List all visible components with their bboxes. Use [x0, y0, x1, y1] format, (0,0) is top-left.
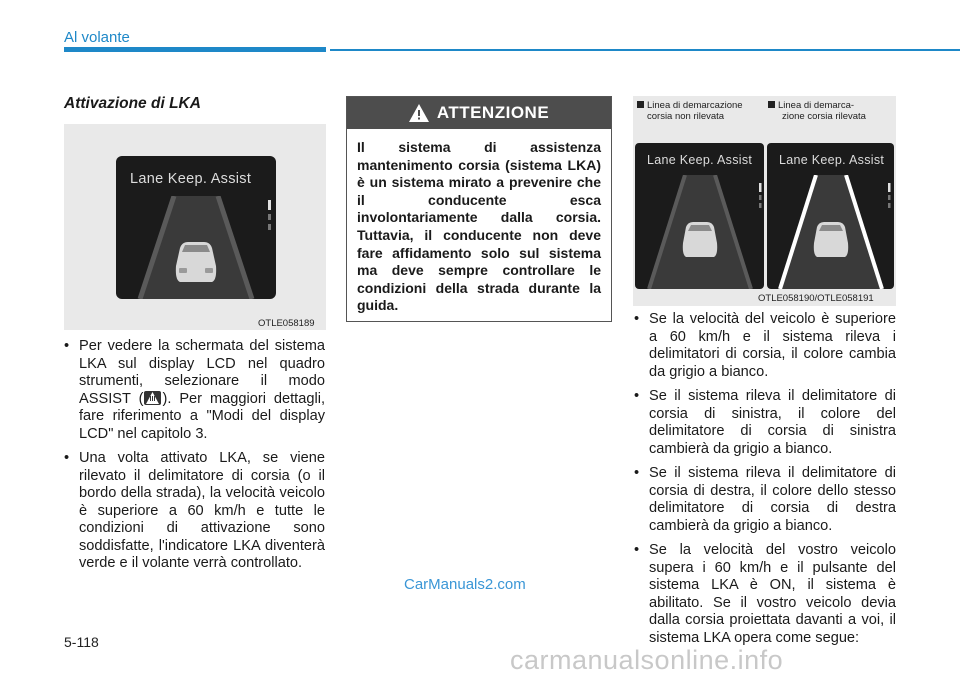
bullet-dot: •	[64, 338, 70, 354]
watermark-carmanuals[interactable]: CarManuals2.com	[404, 576, 526, 593]
list-item: • Per vedere la schermata del sistema LKA sul display LCD nel quadro strumenti, selezionare il modo ASSIST ( ). Per maggiori dettagli, fare riferimento a "Modi del display LCD" nel capitolo 3.	[64, 338, 325, 442]
bullet-dot: •	[64, 450, 70, 466]
lcd-screen-title: Lane Keep. Assist	[779, 153, 885, 167]
car-icon	[683, 222, 717, 257]
legend-detected: Linea di demarca- zione corsia rilevata	[768, 100, 866, 122]
right-bullet-list	[634, 311, 896, 654]
bullet-dot: •	[634, 542, 640, 558]
lane-road-graphic	[116, 196, 276, 299]
warning-text: Il sistema di assistenza mantenimento corsia (sistema LKA) è un sistema mirato a prevenire che il conducente esca involontariamente dalla corsia. Tuttavia, il conducente non deve fare affidamento solo sul sistema ma deve sempre controllare le condizioni della strada durante la guida.	[357, 139, 601, 314]
legend-not-detected: Linea di demarcazione corsia non rilevata	[637, 100, 743, 122]
watermark-carmanualsonline[interactable]: carmanualsonline.info	[510, 645, 784, 675]
lane-road-graphic	[767, 175, 894, 289]
header-rule	[330, 49, 960, 51]
lcd-screen	[116, 156, 276, 299]
lcd-screen-title: Lane Keep. Assist	[647, 153, 753, 167]
list-item: • Se il sistema rileva il delimitatore di corsia di sinistra, il colore del delimitatore di corsia di sinistra cambierà da grigio a bianco.	[634, 388, 896, 457]
figure-caption-right: OTLE058190/OTLE058191	[758, 293, 874, 304]
lcd-screen-not-detected	[635, 143, 764, 289]
warning-header	[347, 97, 611, 129]
bullet-dot: •	[634, 311, 640, 327]
header-accent-bar	[64, 47, 326, 52]
section-title: Attivazione di LKA	[64, 95, 201, 112]
lcd-screen-detected	[767, 143, 894, 289]
figure-lane-detection	[633, 96, 896, 306]
left-bullet-list	[64, 338, 325, 580]
bullet-dot: •	[634, 388, 640, 404]
car-icon	[814, 222, 848, 257]
legend-square-icon	[768, 101, 775, 108]
lane-road-graphic	[635, 175, 764, 289]
page-number: 5-118	[64, 634, 99, 650]
list-item: • Se la velocità del veicolo è superiore a 60 km/h e il sistema rileva i delimitatori di corsia, il colore cambia da grigio a bianco.	[634, 311, 896, 380]
warning-triangle-icon	[409, 104, 429, 122]
chapter-title: Al volante	[64, 29, 130, 46]
figure-caption-left: OTLE058189	[258, 318, 315, 329]
warning-box	[346, 96, 612, 322]
car-icon	[176, 242, 216, 282]
bullet-dot: •	[634, 465, 640, 481]
lcd-screen-title: Lane Keep. Assist	[130, 171, 252, 187]
list-item: • Se la velocità del vostro veicolo supera i 60 km/h e il pulsante del sistema LKA è ON, il sistema è abilitato. Se il vostro veicolo devia dalla corsia proiettata davanti a voi, il sistema LKA opera come segue:	[634, 542, 896, 646]
figure-lka-display	[64, 124, 326, 330]
warning-title: ATTENZIONE	[436, 103, 550, 122]
list-item: • Se il sistema rileva il delimitatore di corsia di destra, il colore dello stesso delimitatore di corsia di destra cambierà da grigio a bianco.	[634, 465, 896, 534]
assist-mode-icon	[144, 391, 161, 405]
legend-square-icon	[637, 101, 644, 108]
list-item: • Una volta attivato LKA, se viene rilevato il delimitatore di corsia (o il bordo della strada), la velocità veicolo è superiore a 60 km/h e tutte le condizioni di attivazione sono soddisfatte, l'indicatore LKA diventerà verde e il volante verrà controllato.	[64, 450, 325, 571]
